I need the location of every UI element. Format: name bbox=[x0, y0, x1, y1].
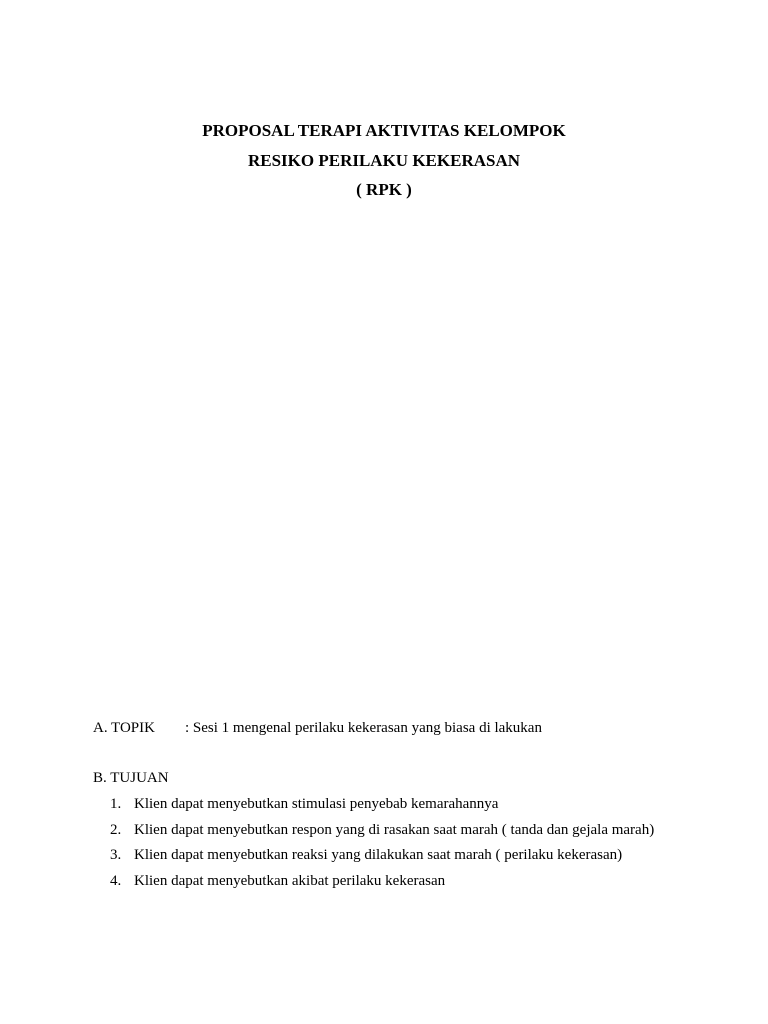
list-item-number: 4. bbox=[110, 872, 122, 889]
document-title bbox=[0, 116, 768, 205]
title-line-3: ( RPK ) bbox=[356, 180, 412, 199]
list-item-text: Klien dapat menyebutkan respon yang di rasakan saat marah ( tanda dan gejala marah) bbox=[134, 821, 655, 838]
list-item bbox=[93, 869, 654, 895]
list-item-number: 2. bbox=[110, 821, 122, 838]
section-tujuan bbox=[93, 768, 654, 894]
list-item-number: 1. bbox=[110, 796, 122, 812]
list-item-text: Klien dapat menyebutkan stimulasi penyebab kemarahannya bbox=[134, 796, 499, 812]
list-item bbox=[93, 792, 654, 818]
list-item-text: Klien dapat menyebutkan reaksi yang dilakukan saat marah ( perilaku kekerasan) bbox=[134, 847, 623, 863]
list-item-number: 3. bbox=[110, 847, 122, 863]
section-topik-value: : Sesi 1 mengenal perilaku kekerasan yang biasa di lakukan bbox=[185, 720, 542, 736]
list-item bbox=[93, 843, 654, 869]
section-tujuan-heading: B. TUJUAN bbox=[93, 770, 169, 786]
tujuan-list bbox=[93, 792, 654, 894]
list-item-text: Klien dapat menyebutkan akibat perilaku kekerasan bbox=[134, 872, 446, 889]
title-line-1: PROPOSAL TERAPI AKTIVITAS KELOMPOK bbox=[202, 121, 566, 140]
section-topik-label: A. TOPIK bbox=[93, 720, 155, 736]
title-line-2: RESIKO PERILAKU KEKERASAN bbox=[247, 150, 521, 170]
section-topik bbox=[93, 718, 542, 738]
list-item bbox=[93, 818, 654, 844]
